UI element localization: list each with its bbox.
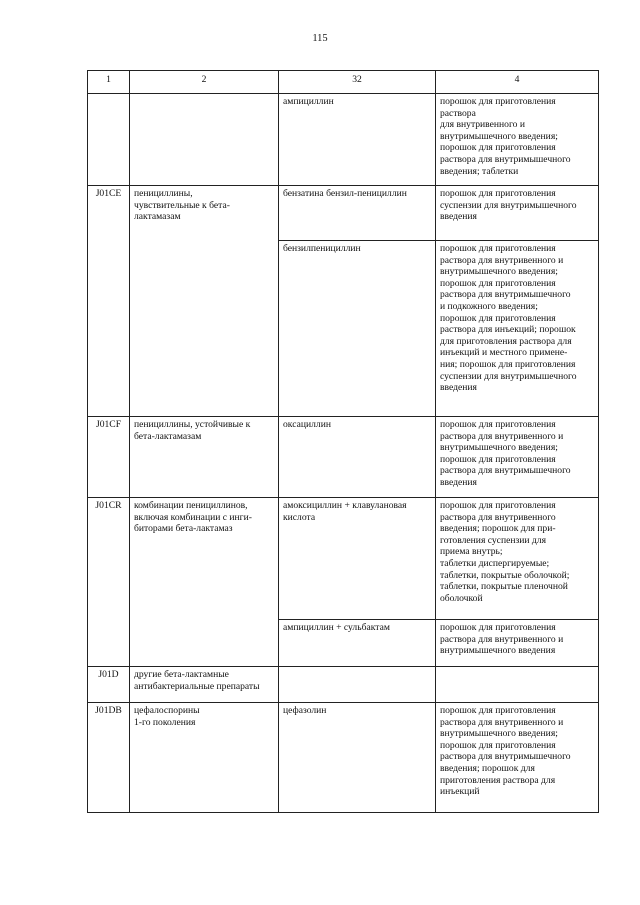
drug-name-cell bbox=[279, 667, 436, 703]
drug-name-cell: ампициллин bbox=[279, 94, 436, 186]
dosage-forms-cell: порошок для приготовления суспензии для внутримышечного введения bbox=[436, 186, 599, 241]
atc-code-cell: J01DB bbox=[88, 703, 130, 813]
drug-name-cell: амоксициллин + клавулановая кислота bbox=[279, 498, 436, 620]
table-row bbox=[88, 667, 599, 703]
dosage-forms-cell: порошок для приготовления раствора для внутривенного и внутримышечного введения; порошок для приготовления раствора для внутримышечного введения; таблетки bbox=[436, 94, 599, 186]
header-cell-drug: 32 bbox=[279, 71, 436, 94]
drug-table bbox=[87, 70, 599, 813]
table-row bbox=[88, 94, 599, 186]
header-cell-code: 1 bbox=[88, 71, 130, 94]
drug-name-cell: бензилпенициллин bbox=[279, 241, 436, 417]
drug-name-cell: оксациллин bbox=[279, 417, 436, 498]
table-row bbox=[88, 417, 599, 498]
group-cell bbox=[130, 94, 279, 186]
dosage-forms-cell: порошок для приготовления раствора для внутривенного и внутримышечного введения; порошок для приготовления раствора для внутримышечного и подкожного введения; порошок для приготовления раствора для инъекций; порошок для приготовления раствора для инъекций и местного примене- ния; порошок для приготовления суспензии для внутримышечного введения bbox=[436, 241, 599, 417]
group-cell: пенициллины, чувствительные к бета- лактамазам bbox=[130, 186, 279, 417]
dosage-forms-cell: порошок для приготовления раствора для внутривенного и внутримышечного введения; порошок для приготовления раствора для внутримышечного введения; порошок для приготовления раствора для инъекций bbox=[436, 703, 599, 813]
dosage-forms-cell: порошок для приготовления раствора для внутривенного введения; порошок для при- готовления суспензии для приема внутрь; таблетки диспергируемые; таблетки, покрытые оболочкой; таблетки, покрытые пленочной оболочкой bbox=[436, 498, 599, 620]
group-cell: пенициллины, устойчивые к бета-лактамазам bbox=[130, 417, 279, 498]
drug-name-cell: цефазолин bbox=[279, 703, 436, 813]
atc-code-cell: J01CR bbox=[88, 498, 130, 667]
atc-code-cell: J01CF bbox=[88, 417, 130, 498]
group-cell: комбинации пенициллинов, включая комбинации с инги- биторами бета-лактамаз bbox=[130, 498, 279, 667]
group-cell: другие бета-лактамные антибактериальные препараты bbox=[130, 667, 279, 703]
table-row bbox=[88, 703, 599, 813]
dosage-forms-cell: порошок для приготовления раствора для внутривенного и внутримышечного введения bbox=[436, 620, 599, 667]
atc-code-cell: J01D bbox=[88, 667, 130, 703]
atc-code-cell bbox=[88, 94, 130, 186]
drug-name-cell: ампициллин + сульбактам bbox=[279, 620, 436, 667]
table-row bbox=[88, 498, 599, 620]
table-row bbox=[88, 186, 599, 241]
group-cell: цефалоспорины 1-го поколения bbox=[130, 703, 279, 813]
page-number: 115 bbox=[312, 33, 328, 44]
atc-code-cell: J01CE bbox=[88, 186, 130, 417]
header-cell-forms: 4 bbox=[436, 71, 599, 94]
drug-name-cell: бензатина бензил-пенициллин bbox=[279, 186, 436, 241]
dosage-forms-cell bbox=[436, 667, 599, 703]
dosage-forms-cell: порошок для приготовления раствора для внутривенного и внутримышечного введения; порошок для приготовления раствора для внутримышечного введения bbox=[436, 417, 599, 498]
header-cell-group: 2 bbox=[130, 71, 279, 94]
table-header-row bbox=[88, 71, 599, 94]
